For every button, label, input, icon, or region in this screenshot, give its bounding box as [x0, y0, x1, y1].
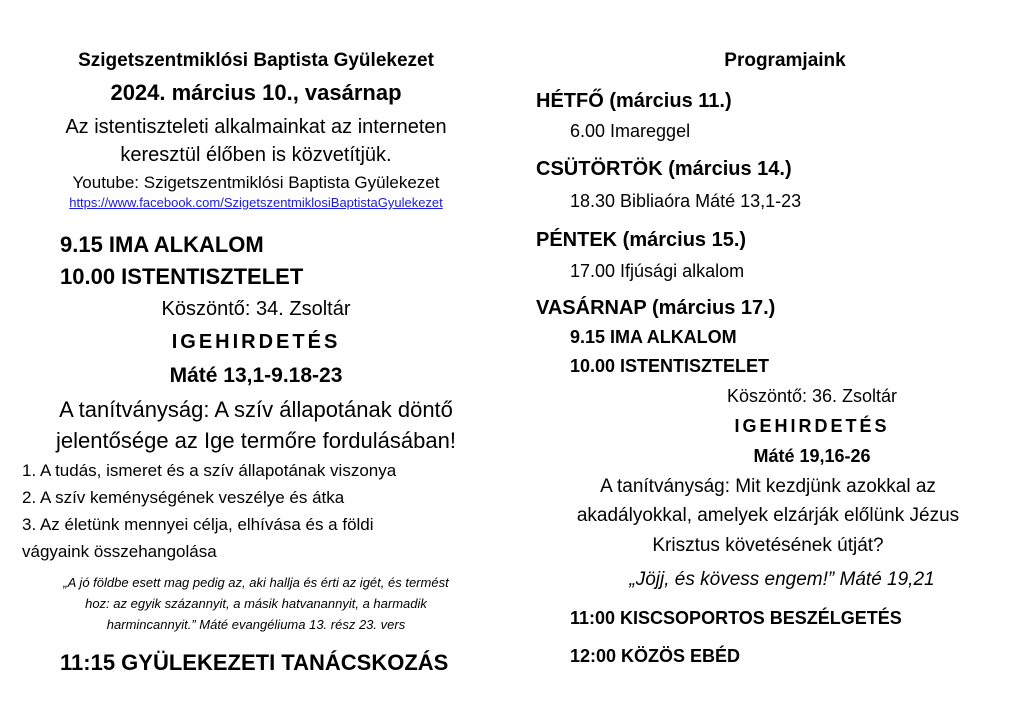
sermon-point-2: 2. A szív keménységének veszélye és átka [22, 488, 345, 507]
sermon-point-1: 1. A tudás, ismeret és a szív állapotának viszonya [22, 461, 397, 480]
sermon-title-2: jelentősége az Ige termőre fordulásában! [56, 428, 456, 453]
monday-item: 6.00 Imareggel [570, 121, 691, 141]
small-groups: 11:00 KISCSOPORTOS BESZÉLGETÉS [570, 608, 902, 628]
church-name: Szigetszentmiklósi Baptista Gyülekezet [78, 50, 434, 71]
sermon-point-3-cont: vágyaink összehangolása [22, 542, 217, 561]
broadcast-text-2: keresztül élőben is közvetítjük. [120, 144, 392, 166]
service-date: 2024. március 10., vasárnap [110, 80, 402, 105]
sunday-quote: „Jöjj, és kövess engem!” Máté 19,21 [629, 569, 935, 590]
sunday-sermon-title-2: akadályokkal, amelyek elzárják előlünk Jézus [576, 505, 960, 526]
sunday-service: 10.00 ISTENTISZTELET [570, 356, 770, 376]
quote-line-2: hoz: az egyik százannyit, a másik hatvanannyit, a harmadik [85, 596, 427, 611]
sunday-sermon-reference: Máté 19,16-26 [753, 446, 871, 466]
service-time: 10.00 ISTENTISZTELET [60, 264, 304, 289]
sermon-reference: Máté 13,1-9.18-23 [169, 364, 343, 387]
facebook-link[interactable]: https://www.facebook.com/SzigetszentmiklosiBaptistaGyulekezet [69, 195, 443, 210]
thursday-item: 18.30 Bibliaóra Máté 13,1-23 [570, 191, 802, 211]
quote-line-3: harmincannyit.” Máté evangéliuma 13. rész 23. vers [106, 617, 406, 632]
sermon-title-1: A tanítványság: A szív állapotának döntő [59, 397, 453, 422]
sunday-sermon-title-1: A tanítványság: Mit kezdjünk azokkal az [600, 476, 936, 497]
sunday-heading: VASÁRNAP (március 17.) [536, 297, 776, 319]
lunch: 12:00 KÖZÖS EBÉD [570, 646, 741, 666]
council-time: 11:15 GYÜLEKEZETI TANÁCSKOZÁS [60, 650, 449, 675]
thursday-heading: CSÜTÖRTÖK (március 14.) [536, 158, 792, 180]
sunday-greeting: Köszöntő: 36. Zsoltár [726, 386, 898, 406]
broadcast-text-1: Az istentiszteleti alkalmainkat az interneten [65, 116, 447, 138]
friday-item: 17.00 Ifjúsági alkalom [570, 261, 745, 281]
sermon-point-3: 3. Az életünk mennyei célja, elhívása és a földi [22, 515, 374, 534]
greeting: Köszöntő: 34. Zsoltár [161, 298, 351, 320]
sunday-prayer: 9.15 IMA ALKALOM [570, 327, 737, 347]
programs-title: Programjaink [724, 50, 846, 71]
facebook-link-row [0, 196, 512, 211]
sunday-sermon-heading: IGEHIRDETÉS [734, 416, 890, 436]
sermon-heading: IGEHIRDETÉS [171, 331, 341, 353]
monday-heading: HÉTFŐ (március 11.) [536, 90, 732, 112]
friday-heading: PÉNTEK (március 15.) [536, 229, 747, 251]
sunday-sermon-title-3: Krisztus követésének útját? [652, 535, 884, 556]
youtube-line: Youtube: Szigetszentmiklósi Baptista Gyülekezet [72, 173, 440, 192]
quote-line-1: „A jó földbe esett mag pedig az, aki hallja és érti az igét, és termést [63, 575, 449, 590]
prayer-time: 9.15 IMA ALKALOM [60, 232, 264, 257]
